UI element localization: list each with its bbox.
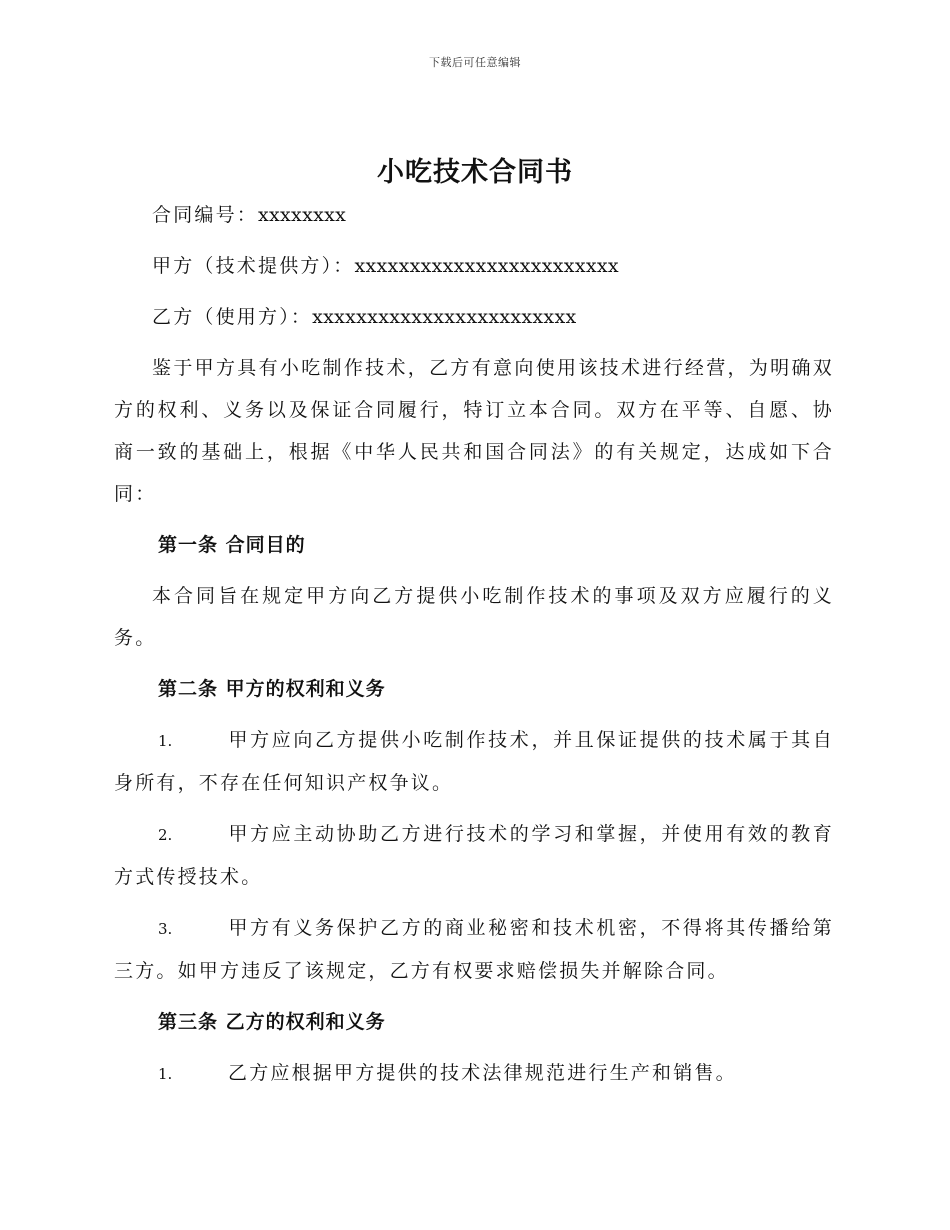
- section-heading-1: 第一条 合同目的: [158, 534, 306, 556]
- document-body: [114, 194, 834, 1104]
- list-item-number: 1.: [158, 1065, 173, 1083]
- party-a-label: 甲方（技术提供方）：: [152, 255, 355, 277]
- list-item-text: 乙方应根据甲方提供的技术法律规范进行生产和销售。: [228, 1062, 737, 1084]
- contract-number-value: xxxxxxxx: [258, 204, 347, 226]
- list-item: [114, 813, 834, 898]
- list-item-number: 3.: [158, 920, 173, 938]
- list-item-text: 甲方应主动协助乙方进行技术的学习和掌握，并使用有效的教育方式传授技术。: [114, 823, 834, 888]
- party-b-line: [114, 296, 834, 338]
- intro-paragraph: 鉴于甲方具有小吃制作技术，乙方有意向使用该技术进行经营，为明确双方的权利、义务以及保证合同履行，特订立本合同。双方在平等、自愿、协商一致的基础上，根据《中华人民共和国合同法》的有关规定，达成如下合同：: [114, 357, 834, 505]
- contract-number-label: 合同编号：: [152, 204, 259, 226]
- contract-number-line: [114, 194, 834, 236]
- list-item-number: 2.: [158, 826, 173, 844]
- list-item-number: 1.: [158, 732, 173, 750]
- party-a-value: xxxxxxxxxxxxxxxxxxxxxxxx: [354, 255, 619, 277]
- list-item-text: 甲方应向乙方提供小吃制作技术，并且保证提供的技术属于其自身所有，不存在任何知识产权争议。: [114, 729, 834, 794]
- page-header-note: 下载后可任意编辑: [429, 56, 521, 69]
- document-title: 小吃技术合同书: [377, 157, 573, 188]
- party-a-line: [114, 245, 834, 287]
- party-b-value: xxxxxxxxxxxxxxxxxxxxxxxx: [312, 306, 577, 328]
- party-b-label: 乙方（使用方）：: [152, 306, 313, 328]
- section-heading-2: 第二条 甲方的权利和义务: [158, 678, 386, 700]
- list-item: [114, 907, 834, 992]
- section-heading-3: 第三条 乙方的权利和义务: [158, 1011, 386, 1033]
- list-item: [114, 719, 834, 804]
- list-item: [114, 1052, 834, 1095]
- section-1-body: 本合同旨在规定甲方向乙方提供小吃制作技术的事项及双方应履行的义务。: [114, 585, 834, 649]
- list-item-text: 甲方有义务保护乙方的商业秘密和技术机密，不得将其传播给第三方。如甲方违反了该规定，乙方有权要求赔偿损失并解除合同。: [114, 917, 834, 982]
